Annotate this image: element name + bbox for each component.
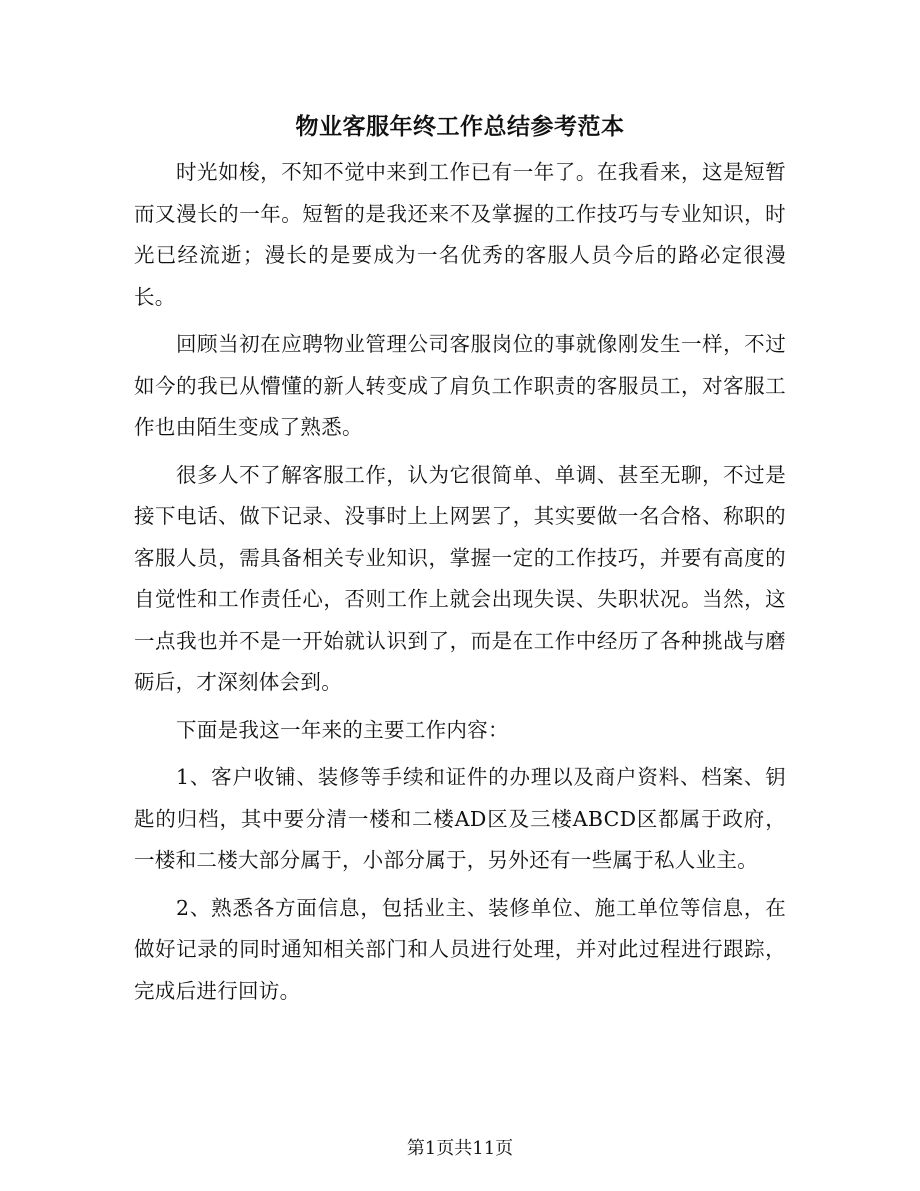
paragraph-work-intro: 下面是我这一年来的主要工作内容： — [176, 717, 509, 742]
page-number-footer: 第1页共11页 — [406, 1138, 514, 1159]
paragraph-item-1: 1、客户收铺、装修等手续和证件的办理以及商户资料、档案、钥匙的归档，其中要分清一楼和二楼AD区及三楼ABCD区都属于政府，一楼和二楼大部分属于，小部分属于，另外还有一些属于私人业主。 — [134, 765, 786, 872]
document-body — [134, 152, 786, 1018]
paragraph-review: 回顾当初在应聘物业管理公司客服岗位的事就像刚发生一样，不过如今的我已从懵懂的新人转变成了肩负工作职责的客服员工，对客服工作也由陌生变成了熟悉。 — [134, 332, 786, 439]
paragraph-understanding: 很多人不了解客服工作，认为它很简单、单调、甚至无聊，不过是接下电话、做下记录、没事时上上网罢了，其实要做一名合格、称职的客服人员，需具备相关专业知识，掌握一定的工作技巧，并要有高度的自觉性和工作责任心，否则工作上就会出现失误、失职状况。当然，这一点我也并不是一开始就认识到了，而是在工作中经历了各种挑战与磨砺后，才深刻体会到。 — [134, 462, 786, 694]
document-title: 物业客服年终工作总结参考范本 — [295, 113, 625, 140]
paragraph-item-2: 2、熟悉各方面信息，包括业主、装修单位、施工单位等信息，在做好记录的同时通知相关部门和人员进行处理，并对此过程进行跟踪，完成后进行回访。 — [134, 895, 786, 1003]
paragraph-intro: 时光如梭，不知不觉中来到工作已有一年了。在我看来，这是短暂而又漫长的一年。短暂的是我还来不及掌握的工作技巧与专业知识，时光已经流逝；漫长的是要成为一名优秀的客服人员今后的路必定很漫长。 — [134, 160, 786, 309]
